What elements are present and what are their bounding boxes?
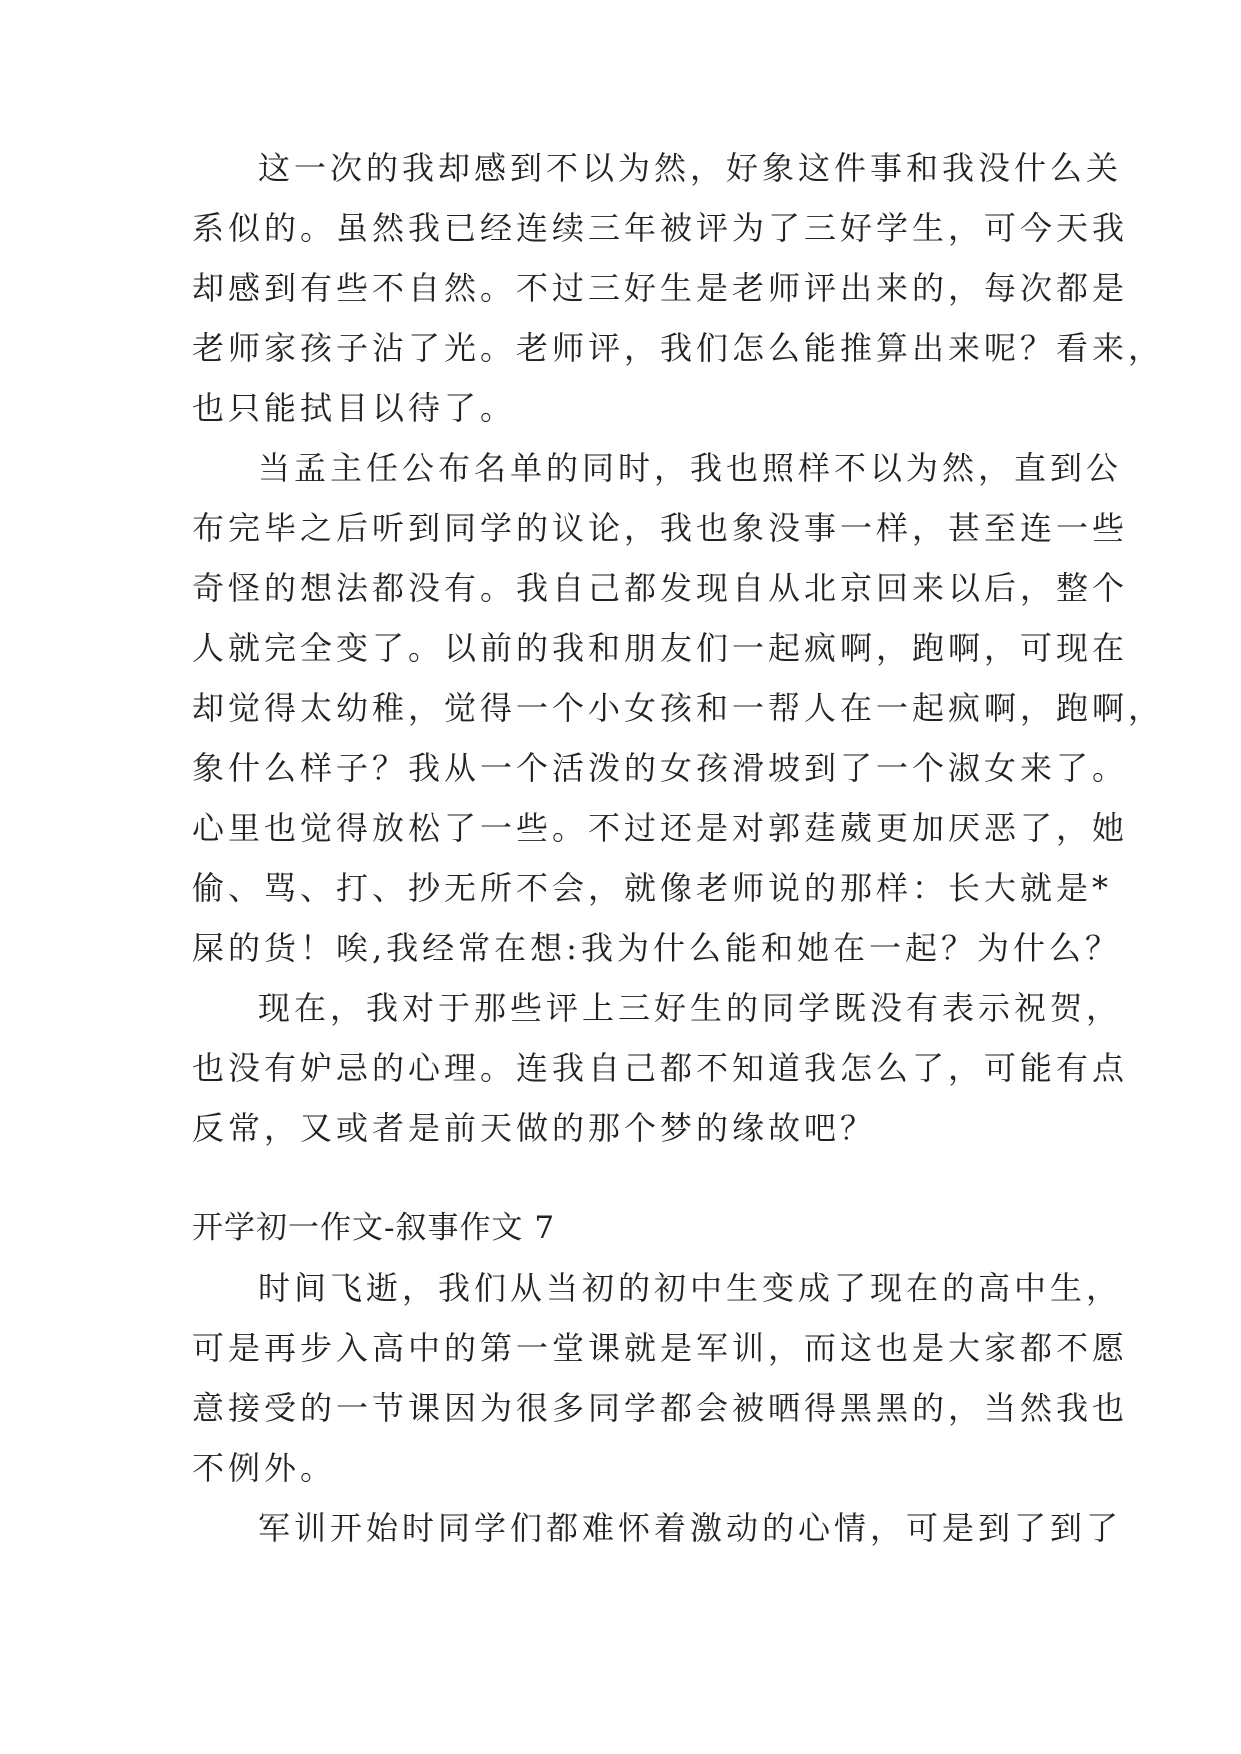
paragraph-line: 心里也觉得放松了一些。不过还是对郭莛葳更加厌恶了，她 [192, 809, 1129, 847]
paragraph-line: 军训开始时同学们都难怀着激动的心情，可是到了到了 [258, 1509, 1123, 1547]
paragraph-line: 这一次的我却感到不以为然，好象这件事和我没什么关 [258, 149, 1123, 187]
paragraph-line: 现在，我对于那些评上三好生的同学既没有表示祝贺， [258, 989, 1123, 1027]
paragraph-line: 不例外。 [192, 1449, 337, 1487]
paragraph-line: 时间飞逝，我们从当初的初中生变成了现在的高中生， [258, 1269, 1123, 1307]
paragraph-line: 也没有妒忌的心理。连我自己都不知道我怎么了，可能有点 [192, 1049, 1129, 1087]
paragraph-line: 也只能拭目以待了。 [192, 389, 517, 427]
paragraph-line: 人就完全变了。以前的我和朋友们一起疯啊，跑啊，可现在 [192, 629, 1129, 667]
paragraph-line: 却觉得太幼稚，觉得一个小女孩和一帮人在一起疯啊，跑啊， [192, 689, 1165, 727]
paragraph-line: 偷、骂、打、抄无所不会，就像老师说的那样：长大就是* [192, 869, 1113, 907]
paragraph-line: 布完毕之后听到同学的议论，我也象没事一样，甚至连一些 [192, 509, 1129, 547]
paragraph-line: 当孟主任公布名单的同时，我也照样不以为然，直到公 [258, 449, 1123, 487]
paragraph-line: 屎的货！唉,我经常在想:我为什么能和她在一起？为什么？ [192, 929, 1121, 967]
paragraph-line: 老师家孩子沾了光。老师评，我们怎么能推算出来呢？看来， [192, 329, 1165, 367]
paragraph-line: 意接受的一节课因为很多同学都会被晒得黑黑的，当然我也 [192, 1389, 1129, 1427]
paragraph-line: 却感到有些不自然。不过三好生是老师评出来的，每次都是 [192, 269, 1129, 307]
paragraph-line: 反常，又或者是前天做的那个梦的缘故吧？ [192, 1109, 877, 1147]
essay-title: 开学初一作文-叙事作文 7 [192, 1210, 556, 1246]
paragraph-line: 系似的。虽然我已经连续三年被评为了三好学生，可今天我 [192, 209, 1129, 247]
paragraph-line: 可是再步入高中的第一堂课就是军训，而这也是大家都不愿 [192, 1329, 1129, 1367]
paragraph-line: 象什么样子？我从一个活泼的女孩滑坡到了一个淑女来了。 [192, 749, 1129, 787]
paragraph-line: 奇怪的想法都没有。我自己都发现自从北京回来以后，整个 [192, 569, 1129, 607]
